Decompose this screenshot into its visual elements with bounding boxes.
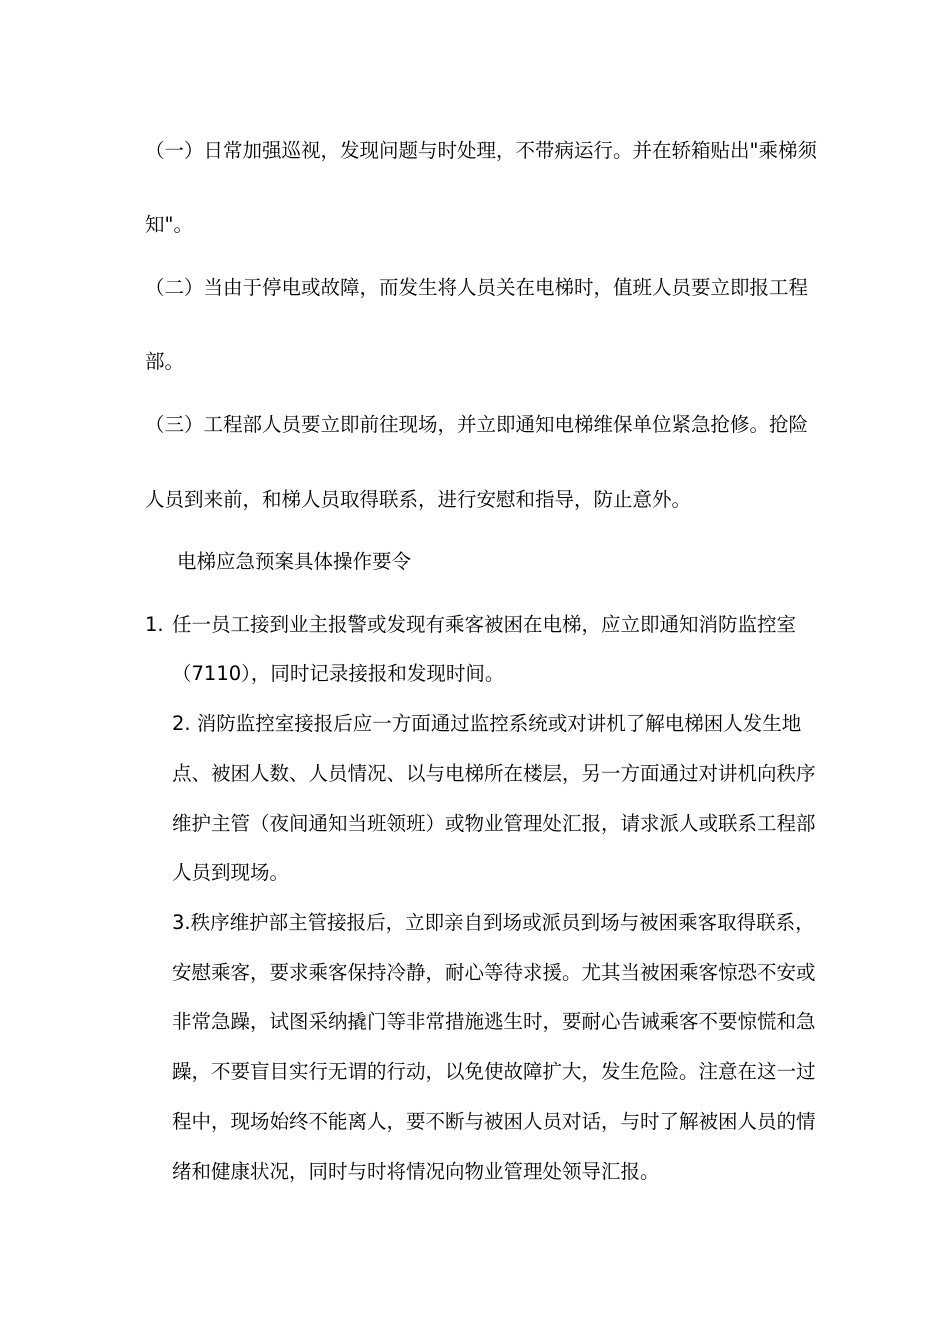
list-item-2-line-2: 点、被困人数、人员情况、以与电梯所在楼层，另一方面通过对讲机向秩序 xyxy=(172,762,816,785)
list-item-3-line-3: 非常急躁，试图采纳撬门等非常措施逃生时，要耐心告诫乘客不要惊慌和急 xyxy=(172,1010,816,1033)
paragraph-3-line-1: （三）工程部人员要立即前往现场，并立即通知电梯维保单位紧急抢修。抢险 xyxy=(145,413,809,436)
list-item-3-line-4: 躁，不要盲目实行无谓的行动，以免使故障扩大，发生危险。注意在这一过 xyxy=(172,1060,816,1083)
paragraph-3-line-2: 人员到来前，和梯人员取得联系，进行安慰和指导，防止意外。 xyxy=(145,488,692,511)
list-item-3-line-1: 3.秩序维护部主管接报后，立即亲自到场或派员到场与被困乘客取得联系， xyxy=(172,911,815,934)
list-item-1-number: 1. xyxy=(145,613,164,636)
list-item-2-line-4: 人员到现场。 xyxy=(172,861,290,884)
list-item-1-line-2: （7110），同时记录接报和发现时间。 xyxy=(172,662,505,685)
paragraph-1-line-2: 知"。 xyxy=(145,213,193,236)
list-item-3-line-2: 安慰乘客，要求乘客保持冷静，耐心等待求援。尤其当被困乘客惊恐不安或 xyxy=(172,961,816,984)
list-item-3-line-6: 绪和健康状况，同时与时将情况向物业管理处领导汇报。 xyxy=(172,1160,660,1183)
section-title: 电梯应急预案具体操作要令 xyxy=(177,550,412,573)
list-item-1-line-1: 任一员工接到业主报警或发现有乘客被困在电梯，应立即通知消防监控室 xyxy=(172,613,797,636)
list-item-2-line-3: 维护主管（夜间通知当班领班）或物业管理处汇报，请求派人或联系工程部 xyxy=(172,812,816,835)
paragraph-1-line-1: （一）日常加强巡视，发现问题与时处理，不带病运行。并在轿箱贴出"乘梯须 xyxy=(145,139,817,162)
paragraph-2-line-2: 部。 xyxy=(145,350,185,373)
list-item-2-line-1: 2. 消防监控室接报后应一方面通过监控系统或对讲机了解电梯困人发生地 xyxy=(172,712,802,735)
paragraph-2-line-1: （二）当由于停电或故障，而发生将人员关在电梯时，值班人员要立即报工程 xyxy=(145,276,809,299)
list-item-3-line-5: 程中，现场始终不能离人，要不断与被困人员对话，与时了解被困人员的情 xyxy=(172,1110,816,1133)
